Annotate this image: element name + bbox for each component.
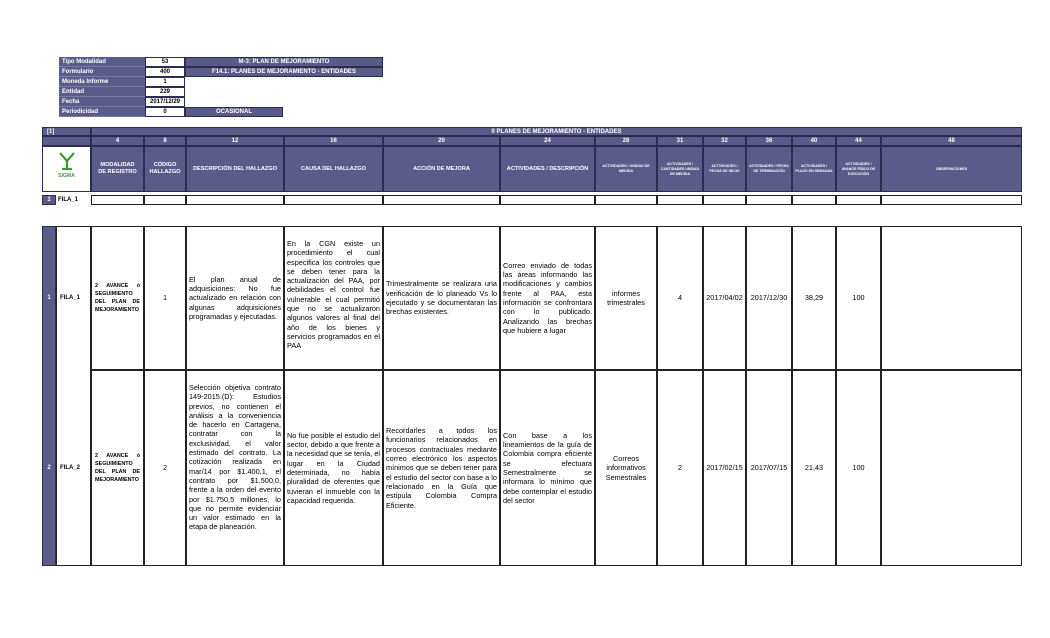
col-num-36: 36	[746, 136, 792, 146]
cell-codigo[interactable]: 1	[144, 226, 186, 370]
cell-cantidad[interactable]: 4	[657, 226, 703, 370]
row-num: 2	[47, 465, 51, 471]
fila-template-cell[interactable]	[881, 195, 1022, 205]
cell-plazo[interactable]: 21,43	[792, 370, 836, 566]
meta-label-formulario: Formulario	[59, 67, 145, 77]
descripcion-text: El plan anual de adquisiciones: No fue actualizado en relación con algunas adquisiciones programadas y ejecutadas.	[189, 274, 281, 321]
col-num-8: 8	[144, 136, 186, 146]
meta-value-moneda: 1	[145, 77, 185, 87]
meta-value-formulario: 400	[145, 67, 185, 77]
cell-plazo[interactable]: 38,29	[792, 226, 836, 370]
col-num-40: 40	[792, 136, 836, 146]
col-title-plazo: ACTIVIDADES / PLAZO EN SEMANAS	[792, 146, 836, 192]
cell-fin[interactable]: 2017/12/30	[746, 226, 792, 370]
col-num-28: 28	[595, 136, 657, 146]
cell-observaciones[interactable]	[881, 226, 1022, 370]
row-fila-label: FILA_1	[60, 295, 81, 301]
fila-template-cell[interactable]	[91, 195, 144, 205]
periodicity-text: OCASIONAL	[185, 107, 283, 117]
col-num-24: 24	[500, 136, 595, 146]
fila-template-cell[interactable]	[792, 195, 836, 205]
cell-causa[interactable]	[284, 370, 383, 566]
sigma-logo-icon	[57, 151, 77, 171]
cell-avance[interactable]: 100	[836, 370, 881, 566]
col-title-causa: CAUSA DEL HALLAZGO	[284, 146, 383, 192]
unidad-text: Correos informativos Semestrales	[605, 454, 647, 482]
fila-template-num: 1	[42, 195, 56, 205]
cell-inicio[interactable]: 2017/04/02	[703, 226, 746, 370]
col-num-20: 20	[383, 136, 500, 146]
col-num-31: 31	[657, 136, 703, 146]
meta-label-moneda: Moneda Informe	[59, 77, 145, 87]
col-num-12: 12	[186, 136, 284, 146]
logo-text: SIGMA	[58, 173, 75, 179]
actividades-text: Con base a los lineamientos de la guía de Colombia compra eficiente se efectuara Semestralmente se informara lo mínimo que debe contemplar el estudio del sector	[503, 430, 592, 505]
col-title-unidad: ACTIVIDADES / UNIDAD DE MEDIDA	[595, 146, 657, 192]
col-title-avance: ACTIVIDADES / AVANCE FÍSICO DE EJECUCIÓN	[836, 146, 881, 192]
cell-causa[interactable]	[284, 226, 383, 370]
cell-accion[interactable]	[383, 370, 500, 566]
fila-template-cell[interactable]	[657, 195, 703, 205]
cell-actividades[interactable]	[500, 370, 595, 566]
col-num-4: 4	[91, 136, 144, 146]
meta-block	[59, 57, 383, 118]
form-title: M-3: PLAN DE MEJORAMIENTO	[185, 57, 383, 67]
fila-template-label: FILA_1	[58, 197, 79, 203]
col-title-inicio: ACTIVIDADES / FECHA DE INICIO	[703, 146, 746, 192]
fila-template-cell[interactable]	[595, 195, 657, 205]
col-title-cantidad: ACTIVIDADES / CANTIDADES UNIDAD DE MEDIDA	[657, 146, 703, 192]
accion-text: Trimestralmente se realizara una verificación de lo planeado Vs lo ejecutado y se documentaran las brechas existentes.	[386, 279, 497, 317]
meta-label-tipo-modalidad: Tipo Modalidad	[59, 57, 145, 67]
col-num-48: 48	[881, 136, 1022, 146]
fila-template-cell[interactable]	[383, 195, 500, 205]
cell-avance[interactable]: 100	[836, 226, 881, 370]
col-title-codigo: CÓDIGO HALLAZGO	[144, 146, 186, 192]
unidad-text: informes trimestrales	[607, 288, 645, 307]
fila-template-cell[interactable]	[836, 195, 881, 205]
causa-text: En la CGN existe un procedimiento el cual especifica los controles que se deben tener para la actualización del PAA, por debilidades el control fue vulnerable el cual permitió que no se actualizaron algunos valores al final del año de los bienes y servicios programados en el PAA	[287, 239, 380, 351]
col-num-32: 32	[703, 136, 746, 146]
fila-template-cell[interactable]	[500, 195, 595, 205]
cell-modalidad[interactable]	[91, 226, 144, 370]
section-title: 0 PLANES DE MEJORAMIENTO - ENTIDADES	[91, 127, 1022, 136]
actividades-text: Correo enviado de todas las áreas informando las modificaciones y cambios frente al PAA, esta información se confrontara con lo publicado. Analizando las brechas que hubiere a lugar	[503, 260, 592, 335]
cell-inicio[interactable]: 2017/02/15	[703, 370, 746, 566]
col-num-44: 44	[836, 136, 881, 146]
meta-label-fecha: Fecha	[59, 97, 145, 107]
modalidad-text: 2 AVANCE ó SEGUIMIENTO DEL PLAN DE MEJORAMIENTO	[95, 453, 140, 483]
meta-label-entidad: Entidad	[59, 87, 145, 97]
meta-label-periodicidad: Periodicidad	[59, 107, 145, 117]
meta-value-fecha: 2017/12/29	[145, 97, 185, 107]
col-title-modalidad: MODALIDAD DE REGISTRO	[91, 146, 144, 192]
table-row	[42, 226, 1022, 370]
cell-actividades[interactable]	[500, 226, 595, 370]
meta-value-periodicidad: 0	[145, 107, 185, 117]
meta-value-tipo-modalidad: 53	[145, 57, 185, 67]
col-title-descripcion: DESCRIPCIÓN DEL HALLAZGO	[186, 146, 284, 192]
fila-template-cell[interactable]	[284, 195, 383, 205]
modalidad-text: 2 AVANCE ó SEGUIMIENTO DEL PLAN DE MEJORAMIENTO	[95, 283, 140, 313]
cell-unidad[interactable]	[595, 370, 657, 566]
meta-value-entidad: 229	[145, 87, 185, 97]
fila-template-cell[interactable]	[703, 195, 746, 205]
form-subtitle: F14.1: PLANES DE MEJORAMIENTO - ENTIDADES	[185, 67, 383, 77]
cell-observaciones[interactable]	[881, 370, 1022, 566]
col-num-16: 16	[284, 136, 383, 146]
col-title-observaciones: OBSERVACIONES	[881, 146, 1022, 192]
row-num: 1	[47, 295, 51, 301]
cell-codigo[interactable]: 2	[144, 370, 186, 566]
col-title-actividades: ACTIVIDADES / DESCRIPCIÓN	[500, 146, 595, 192]
accion-text: Recordarles a todos los funcionarios relacionados en procesos contractuales mediante correo electrónico los aspectos mínimos que se deben tener para el estudio del sector con base a lo relacionado en la Guía que estipula Colombia Compra Eficiente.	[386, 426, 497, 510]
col-title-accion: ACCIÓN DE MEJORA	[383, 146, 500, 192]
col-num-blank	[42, 136, 91, 146]
cell-accion[interactable]	[383, 226, 500, 370]
col-title-fin: ACTIVIDADES / FECHA DE TERMINACIÓN	[746, 146, 792, 192]
cell-unidad[interactable]	[595, 226, 657, 370]
descripcion-text: Selección objetiva contrato 149-2015.(D): Estudios previos, no contienen el análisis a la conveniencia de hacerlo en Cartagena, contratar con la exclusividad, el valor estimado del contrato. La cotización realizada en mar/14 por $1.400,1, el contrato por $1.500,0, frente a la orden del evento por $1.750,5 millones, lo que no permite evidenciar un valor estimado en la etapa de planeación.	[189, 383, 281, 532]
logo	[42, 146, 91, 192]
row-fila-label: FILA_2	[60, 465, 81, 471]
table-row	[42, 370, 1022, 566]
cell-descripcion[interactable]	[186, 226, 284, 370]
fila-template-cell[interactable]	[144, 195, 186, 205]
cell-fin[interactable]: 2017/07/15	[746, 370, 792, 566]
fila-template-cell[interactable]	[746, 195, 792, 205]
cell-modalidad[interactable]	[91, 370, 144, 566]
fila-template-cell[interactable]	[186, 195, 284, 205]
cell-descripcion[interactable]	[186, 370, 284, 566]
cell-cantidad[interactable]: 2	[657, 370, 703, 566]
causa-text: No fue posible el estudio del sector, debido a que frente a la necesidad que se tenía, el lugar en la Ciudad determinada, no había pluralidad de oferentes que tuvieran el inmueble con la capacidad requerida.	[287, 430, 380, 505]
section-code: [1]	[42, 127, 91, 136]
